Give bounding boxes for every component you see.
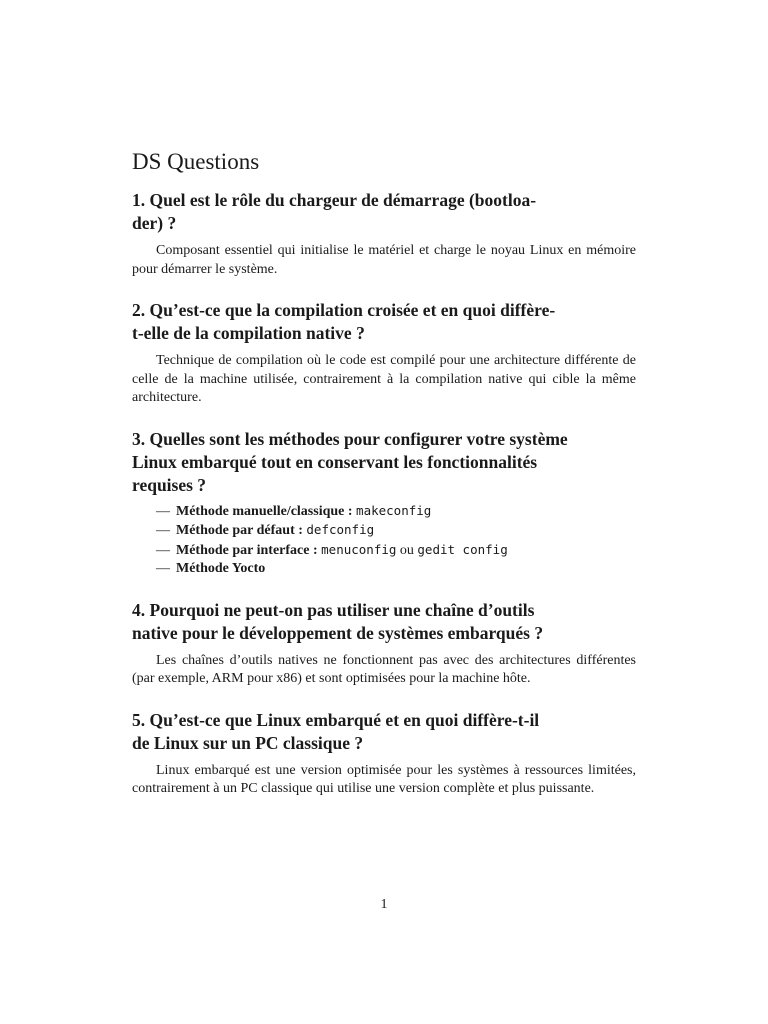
question-heading-4-line-1: 4. Pourquoi ne peut-on pas utiliser une chaîne d’outils <box>132 599 535 620</box>
question-heading-5-line-2: de Linux sur un PC classique ? <box>132 732 364 753</box>
question-heading-1 <box>132 189 636 235</box>
question-heading-2-line-1: 2. Qu’est-ce que la compilation croisée et en quoi diffère- <box>132 300 556 320</box>
method-name: Méthode par interface : <box>176 542 318 558</box>
question-section-1 <box>132 189 636 279</box>
answer-4-text: Les chaînes d’outils natives ne fonctionnent pas avec des architectures différentes (par exemple, ARM pour x86) et sont optimisées pour la machine hôte. <box>132 652 636 686</box>
method-command: menuconfig <box>321 541 397 557</box>
answer-1-text: Composant essentiel qui initialise le matériel et charge le noyau Linux en mémoire pour démarrer le système. <box>132 243 636 277</box>
answer-5-text: Linux embarqué est une version optimisée pour les systèmes à ressources limitées, contrairement à un PC classique qui utilise une version complète et plus puissante. <box>132 762 636 796</box>
question-section-3 <box>132 428 636 579</box>
method-name: Méthode Yocto <box>176 561 266 576</box>
page-number: 1 <box>380 897 388 912</box>
question-heading-1-line-1: 1. Quel est le rôle du chargeur de démarrage (bootloa- <box>132 190 537 210</box>
answer-5 <box>132 762 636 799</box>
dash-marker: — <box>156 523 170 538</box>
question-heading-5-line-1: 5. Qu’est-ce que Linux embarqué et en quoi diffère-t-il <box>132 709 540 730</box>
document-page <box>132 146 636 799</box>
method-command-alt: gedit config <box>417 541 508 557</box>
question-heading-4 <box>132 599 636 645</box>
method-name: Méthode par défaut : <box>176 523 303 538</box>
question-heading-3 <box>132 428 636 497</box>
document-title: DS Questions <box>132 149 260 174</box>
method-item-2 <box>156 521 636 541</box>
answer-4 <box>132 652 636 689</box>
dash-marker: — <box>156 503 170 519</box>
answer-2 <box>132 352 636 408</box>
method-item-3 <box>156 541 636 561</box>
question-heading-3-line-3: requises ? <box>132 474 207 495</box>
question-heading-3-line-1: 3. Quelles sont les méthodes pour configurer votre système <box>132 428 568 449</box>
answer-2-text: Technique de compilation où le code est compilé pour une architecture différente de celle de la machine utilisée, contrairement à la compilation native qui cible la même architecture. <box>132 353 636 405</box>
method-list <box>132 502 636 579</box>
question-heading-2-line-2: t-elle de la compilation native ? <box>132 323 365 343</box>
question-section-5 <box>132 709 636 799</box>
question-heading-1-line-2: der) ? <box>132 213 177 233</box>
question-heading-4-line-2: native pour le développement de systèmes embarqués ? <box>132 622 544 643</box>
question-section-2 <box>132 299 636 408</box>
method-connector: ou <box>399 542 414 558</box>
method-item-4 <box>156 560 636 579</box>
question-heading-5 <box>132 709 636 755</box>
method-name: Méthode manuelle/classique : <box>176 503 353 519</box>
method-item-1 <box>156 502 636 522</box>
method-command: defconfig <box>306 522 375 537</box>
question-section-4 <box>132 599 636 689</box>
dash-marker: — <box>156 561 170 576</box>
question-heading-3-line-2: Linux embarqué tout en conservant les fonctionnalités <box>132 451 538 472</box>
question-heading-2 <box>132 299 636 345</box>
dash-marker: — <box>156 542 170 558</box>
method-command: makeconfig <box>356 502 432 518</box>
answer-1 <box>132 242 636 279</box>
